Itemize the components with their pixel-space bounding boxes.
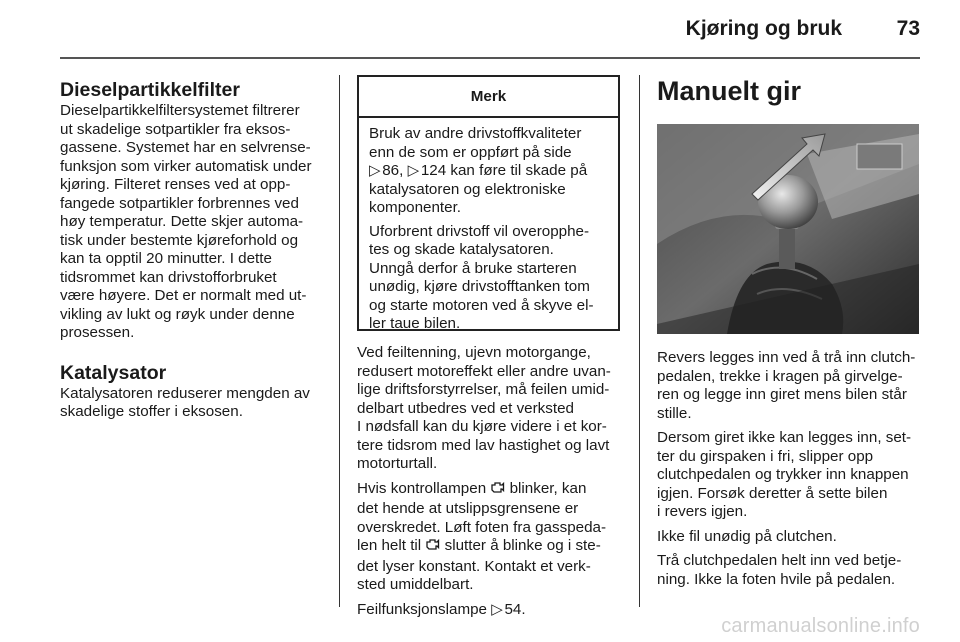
note-title: Merk	[359, 77, 618, 118]
column-divider-right	[639, 75, 640, 607]
engine-warning-lamp-icon	[490, 481, 505, 501]
right-column-heading-block	[657, 75, 922, 107]
page-number: 73	[896, 17, 920, 40]
middle-text-b: blinker, kan det hende at utslippsgrensene er overskredet. Løft foten fra gasspeda- len helt til	[357, 479, 607, 554]
right-paragraph-3: Ikke fil unødig på clutchen.	[657, 527, 837, 545]
note-paragraph-2: Uforbrent drivstoff vil overopphe- tes og skade katalysatoren. Unngå derfor å bruke starteren unødig, kjøre drivstofftanken tom og starte motoren ved å skyve el- ler taue bilen.	[369, 222, 594, 332]
page-reference-2[interactable]: 124	[420, 162, 447, 179]
right-paragraph-4: Trå clutchpedalen helt inn ved betje- ning. Ikke la foten hvile på pedalen.	[657, 552, 902, 588]
middle-text-d: Feilfunksjonslampe	[357, 600, 492, 618]
note-box	[357, 75, 620, 331]
page-reference-arrow-icon: ▷	[369, 162, 381, 179]
page-reference-1[interactable]: 86	[382, 162, 400, 179]
section-heading-dieselpartikkelfilter: Dieselpartikkelfilter	[60, 79, 240, 101]
right-paragraph-1: Revers legges inn ved å trå inn clutch- pedalen, trekke i kragen på girvelge- ren og legge inn giret mens bilen står stille.	[657, 349, 916, 422]
section-heading-manuelt-gir: Manuelt gir	[657, 76, 802, 106]
page-reference-arrow-icon: ▷	[407, 162, 420, 179]
page-header-title: Kjøring og bruk	[685, 17, 842, 40]
watermark: carmanualsonline.info	[721, 615, 920, 637]
section-heading-katalysator: Katalysator	[60, 361, 167, 384]
column-divider-left	[339, 75, 340, 607]
header-divider	[60, 57, 920, 59]
section-body-dieselpartikkelfilter: Dieselpartikkelfiltersystemet filtrerer ut skadelige sotpartikler fra eksos- gassene. Systemet har en selvrense- funksjon som virker automatisk under kjøring. Filteret renses ved at opp- fangede sotpartikler forbrennes ved høy temperatur. Dette skjer automa- tisk under bestemte kjøreforhold og kan ta opptil 20 minutter. I dette tidsrommet kan drivstofforbruket være høyere. Det er normalt med ut- vikling av lukt og røyk under denne prosessen.	[60, 102, 312, 341]
middle-column	[357, 344, 627, 619]
right-column	[657, 349, 925, 589]
middle-text-e: .	[521, 600, 526, 618]
middle-paragraph-1: Ved feiltenning, ujevn motorgange, redusert motoreffekt eller andre uvan- lige driftsforstyrrelser, må feilen umid- delbart utbedres ved et verksted I nødsfall kan du kjøre videre i et kor- tere tidsrom med lav hastighet og lavt motorturtall.	[357, 344, 611, 472]
reference-separator: ,	[399, 162, 408, 179]
page-reference-arrow-icon: ▷	[491, 600, 503, 618]
note-text-a: Bruk av andre drivstoffkvaliteter enn de som er oppført på side	[369, 125, 582, 161]
section-body-katalysator: Katalysatoren reduserer mengden av skadelige stoffer i eksosen.	[60, 384, 310, 420]
right-paragraph-2: Dersom giret ikke kan legges inn, set- ter du girspaken i fri, slipper opp clutchpedalen og trykker inn knappen igjen. Forsøk deretter å sette bilen i revers igjen.	[657, 429, 912, 520]
gear-lever-photo	[657, 124, 919, 334]
note-body	[359, 118, 618, 334]
middle-paragraph-2	[357, 480, 627, 595]
engine-warning-lamp-icon	[425, 538, 440, 558]
page-reference-3[interactable]: 54	[504, 600, 522, 618]
middle-text-a: Hvis kontrollampen	[357, 479, 491, 497]
middle-text-c: slutter å blinke og i ste- det lyser konstant. Kontakt et verk- sted umiddelbart.	[357, 537, 601, 593]
left-column	[60, 78, 328, 422]
middle-paragraph-3	[357, 601, 627, 620]
note-text-b: kan føre til skade på katalysatoren og elektroniske komponenter.	[369, 162, 588, 216]
note-paragraph-1	[369, 125, 610, 218]
